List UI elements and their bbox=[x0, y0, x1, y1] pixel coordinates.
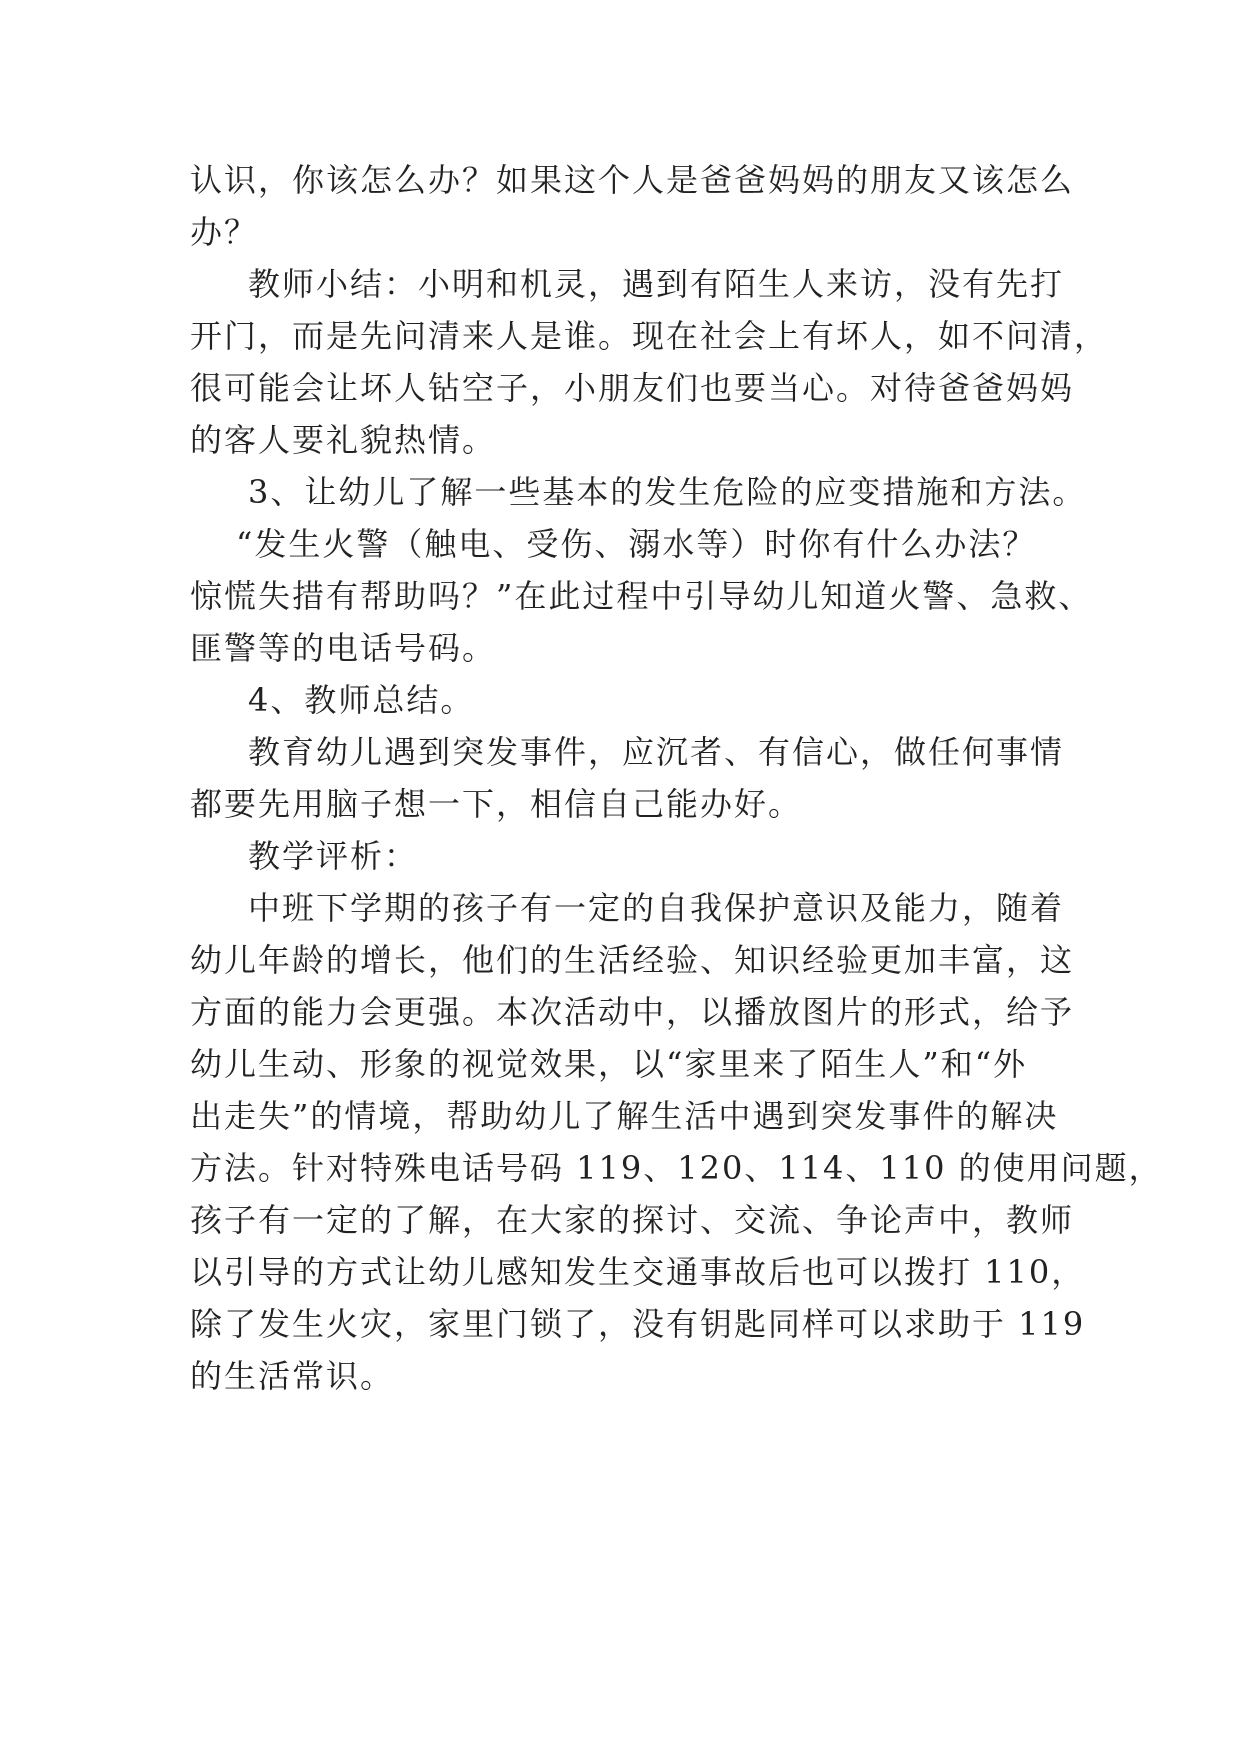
text-line: 幼儿年龄的增长，他们的生活经验、知识经验更加丰富，这 bbox=[190, 941, 1075, 979]
paragraph-start-line: 3、让幼儿了解一些基本的发生危险的应变措施和方法。 bbox=[248, 473, 1087, 511]
text-line: 的生活常识。 bbox=[190, 1357, 395, 1395]
section-heading: 教学评析： bbox=[248, 837, 419, 875]
paragraph-start-line: 教师小结：小明和机灵，遇到有陌生人来访，没有先打 bbox=[248, 265, 1065, 303]
text-line: 幼儿生动、形象的视觉效果，以“家里来了陌生人”和“外 bbox=[190, 1045, 1028, 1083]
text-line: 出走失”的情境，帮助幼儿了解生活中遇到突发事件的解决 bbox=[190, 1097, 1059, 1135]
text-line: 匪警等的电话号码。 bbox=[190, 629, 497, 667]
paragraph-start-line: 4、教师总结。 bbox=[248, 681, 475, 719]
paragraph-start-line: 中班下学期的孩子有一定的自我保护意识及能力，随着 bbox=[248, 889, 1065, 927]
text-line: 孩子有一定的了解，在大家的探讨、交流、争论声中，教师 bbox=[190, 1201, 1075, 1239]
text-line: 方法。针对特殊电话号码 119、120、114、110 的使用问题， bbox=[190, 1149, 1163, 1187]
paragraph-start-line: “发生火警（触电、受伤、溺水等）时你有什么办法？ bbox=[236, 525, 1037, 563]
text-line: 除了发生火灾，家里门锁了，没有钥匙同样可以求助于 119 bbox=[190, 1305, 1086, 1343]
text-line: 认识，你该怎么办？如果这个人是爸爸妈妈的朋友又该怎么 bbox=[190, 161, 1075, 199]
text-line: 都要先用脑子想一下，相信自己能办好。 bbox=[190, 785, 803, 823]
text-line: 惊慌失措有帮助吗？”在此过程中引导幼儿知道火警、急救、 bbox=[190, 577, 1093, 615]
paragraph-start-line: 教育幼儿遇到突发事件，应沉者、有信心，做任何事情 bbox=[248, 733, 1065, 771]
text-line: 开门，而是先问清来人是谁。现在社会上有坏人，如不问清， bbox=[190, 317, 1109, 355]
text-line: 办？ bbox=[190, 213, 259, 251]
text-line: 以引导的方式让幼儿感知发生交通事故后也可以拨打 110， bbox=[190, 1253, 1086, 1291]
text-line: 方面的能力会更强。本次活动中，以播放图片的形式，给予 bbox=[190, 993, 1075, 1031]
text-line: 很可能会让坏人钻空子，小朋友们也要当心。对待爸爸妈妈 bbox=[190, 369, 1075, 407]
text-line: 的客人要礼貌热情。 bbox=[190, 421, 497, 459]
